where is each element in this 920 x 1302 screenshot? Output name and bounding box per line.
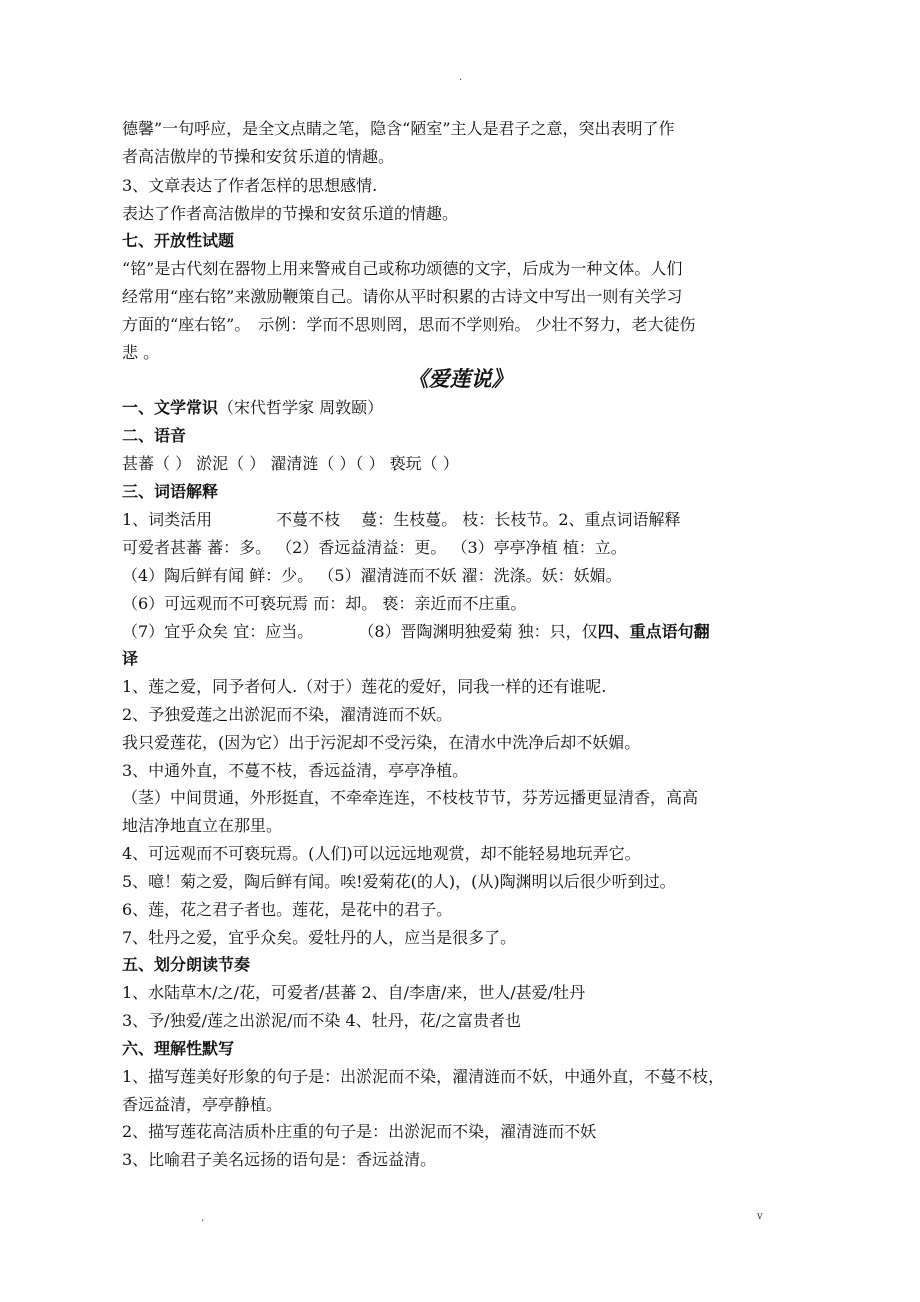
text-line: 表达了作者高洁傲岸的节操和安贫乐道的情趣。 xyxy=(122,204,459,223)
text-line: 地洁净地直立在那里。 xyxy=(122,816,283,835)
section-heading: 四、重点语句翻 xyxy=(597,622,710,641)
text-line: 悲 。 xyxy=(122,343,160,362)
text-line xyxy=(122,398,383,418)
footer-left-mark: . xyxy=(201,1213,205,1224)
section-heading: 二、语音 xyxy=(122,426,187,445)
header-mark: . xyxy=(459,72,463,83)
text-line: 可爱者甚蕃 蕃：多。 （2）香远益清益：更。 （3）亭亭净植 植：立。 xyxy=(122,538,627,557)
text-line xyxy=(122,622,710,642)
text-line: 6、莲，花之君子者也。莲花，是花中的君子。 xyxy=(122,900,453,919)
text-line: 1、词类活用 不蔓不枝 蔓：生枝蔓。 枝：长枝节。2、重点词语解释 xyxy=(122,510,681,529)
text-line: 3、予/独爱/莲之出淤泥/而不染 4、牡丹，花/之富贵者也 xyxy=(122,1011,522,1030)
text-line: 1、莲之爱，同予者何人.（对于）莲花的爱好，同我一样的还有谁呢. xyxy=(122,677,607,696)
text-line: “铭”是古代刻在器物上用来警戒自己或称功颂德的文字，后成为一种文体。人们 xyxy=(122,259,683,278)
text-line: 甚蕃（ ） 淤泥（ ） 濯清涟（ ）（ ） 亵玩（ ） xyxy=(122,454,459,473)
text-line: 7、牡丹之爱，宜乎众矣。爱牡丹的人，应当是很多了。 xyxy=(122,928,517,947)
page-title: 《爱莲说》 xyxy=(407,366,513,391)
section-heading: 一、文学常识 xyxy=(122,398,219,417)
section-heading: 六、理解性默写 xyxy=(122,1039,235,1058)
text-line: 3、中通外直，不蔓不枝，香远益清，亭亭净植。 xyxy=(122,761,469,780)
text-line: 3、比喻君子美名远扬的语句是：香远益清。 xyxy=(122,1150,437,1169)
text-line: 2、描写莲花高洁质朴庄重的句子是：出淤泥而不染，濯清涟而不妖 xyxy=(122,1122,597,1141)
section-heading: 译 xyxy=(122,649,139,668)
text-line: 者高洁傲岸的节操和安贫乐道的情趣。 xyxy=(122,147,395,166)
section-heading: 七、开放性试题 xyxy=(122,231,235,250)
text-span: （7）宜乎众矣 宜：应当。 （8）晋陶渊明独爱菊 独：只，仅 xyxy=(122,622,598,641)
text-line: 5、噫！菊之爱，陶后鲜有闻。唉!爱菊花(的人)，(从)陶渊明以后很少听到过。 xyxy=(122,872,676,891)
text-line: 1、水陆草木/之/花，可爱者/甚蕃 2、自/李唐/来，世人/甚爱/牡丹 xyxy=(122,983,586,1002)
text-line: 2、予独爱莲之出淤泥而不染，濯清涟而不妖。 xyxy=(122,705,453,724)
text-line: 3、文章表达了作者怎样的思想感情. xyxy=(122,176,378,195)
text-line: 我只爱莲花，(因为它）出于污泥却不受污染，在清水中洗净后却不妖媚。 xyxy=(122,733,641,752)
text-line: 经常用“座右铭”来激励鞭策自己。请你从平时积累的古诗文中写出一则有关学习 xyxy=(122,287,683,306)
text-line: 方面的“座右铭”。 示例：学而不思则罔，思而不学则殆。 少壮不努力，老大徒伤 xyxy=(122,315,696,334)
text-span: （宋代哲学家 周敦颐） xyxy=(218,398,384,417)
text-line: 1、描写莲美好形象的句子是：出淤泥而不染，濯清涟而不妖，中通外直，不蔓不枝， xyxy=(122,1067,725,1086)
section-heading: 三、词语解释 xyxy=(122,482,219,501)
text-line: （4）陶后鲜有闻 鲜：少。 （5）濯清涟而不妖 濯：洗涤。妖：妖媚。 xyxy=(122,566,622,585)
footer-page-mark: v xyxy=(757,1211,763,1222)
text-line: 香远益清，亭亭静植。 xyxy=(122,1095,283,1114)
text-line: 4、可远观而不可亵玩焉。(人们)可以远远地观赏，却不能轻易地玩弄它。 xyxy=(122,844,641,863)
text-line: （6）可远观而不可亵玩焉 而：却。 亵：亲近而不庄重。 xyxy=(122,594,527,613)
text-line: 德馨”一句呼应，是全文点睛之笔，隐含“陋室”主人是君子之意，突出表明了作 xyxy=(122,119,675,138)
section-heading: 五、划分朗读节奏 xyxy=(122,955,251,974)
text-line: （茎）中间贯通，外形挺直，不牵牵连连，不枝枝节节，芬芳远播更显清香，高高 xyxy=(122,788,699,807)
